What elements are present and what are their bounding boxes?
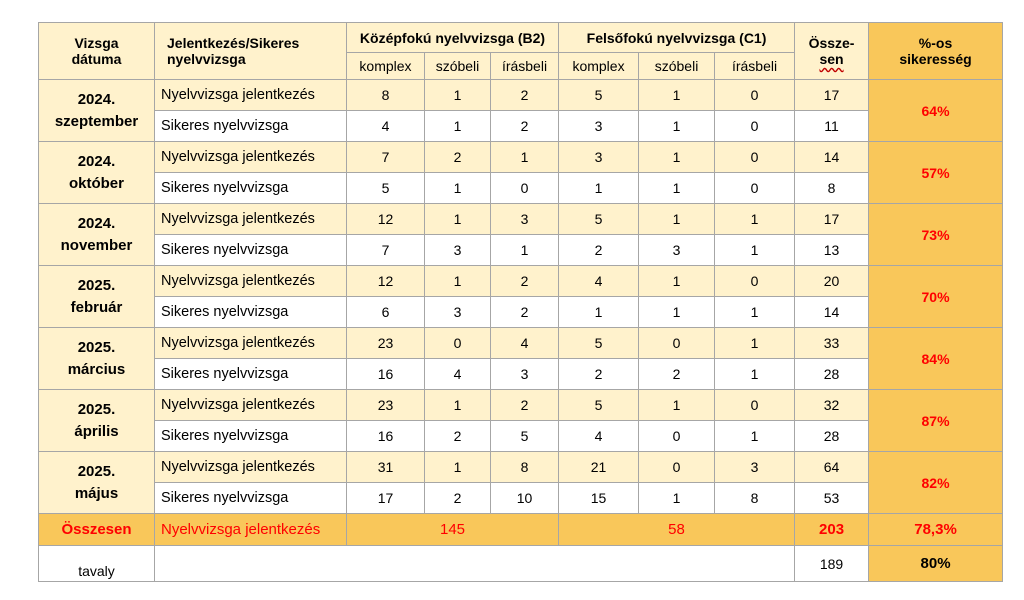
registration-value: 23	[347, 390, 425, 421]
registration-value: 3	[491, 204, 559, 235]
registration-value: 32	[795, 390, 869, 421]
totals-c1: 58	[559, 514, 795, 546]
success-row	[39, 235, 1003, 266]
success-value: 11	[795, 111, 869, 142]
success-value: 0	[491, 173, 559, 204]
success-value: 3	[491, 359, 559, 390]
registration-value: 0	[715, 266, 795, 297]
registration-value: 1	[639, 390, 715, 421]
last-year-pct: 80%	[869, 546, 1003, 582]
exam-month: szeptember	[54, 112, 139, 130]
success-value: 10	[491, 483, 559, 514]
success-value: 1	[425, 111, 491, 142]
registration-value: 8	[491, 452, 559, 483]
exam-year: 2024.	[77, 214, 116, 232]
success-label: Sikeres nyelvvizsga	[155, 421, 347, 452]
success-value: 6	[347, 297, 425, 328]
registration-label: Nyelvvizsga jelentkezés	[155, 142, 347, 173]
success-value: 1	[639, 297, 715, 328]
header-exam-date	[39, 23, 155, 80]
success-value: 7	[347, 235, 425, 266]
success-rate-cell: 70%	[869, 266, 1003, 328]
success-value: 1	[559, 173, 639, 204]
success-label: Sikeres nyelvvizsga	[155, 483, 347, 514]
success-rate-cell: 84%	[869, 328, 1003, 390]
exam-date-cell	[39, 142, 155, 204]
success-row	[39, 359, 1003, 390]
registration-value: 31	[347, 452, 425, 483]
registration-value: 2	[491, 390, 559, 421]
success-value: 5	[491, 421, 559, 452]
success-value: 2	[425, 483, 491, 514]
exam-date-cell	[39, 390, 155, 452]
success-value: 5	[347, 173, 425, 204]
success-value: 8	[715, 483, 795, 514]
subheader-c1-complex: komplex	[559, 53, 639, 80]
registration-value: 21	[559, 452, 639, 483]
success-value: 2	[491, 111, 559, 142]
header-c1-group: Felsőfokú nyelvvizsga (C1)	[559, 23, 795, 53]
registration-value: 2	[425, 142, 491, 173]
exam-results-table	[38, 22, 1003, 582]
header-registration-type	[155, 23, 347, 80]
header-exam-date-line1: Vizsga	[74, 35, 119, 51]
exam-year: 2025.	[77, 276, 116, 294]
success-value: 53	[795, 483, 869, 514]
registration-row	[39, 328, 1003, 359]
registration-label: Nyelvvizsga jelentkezés	[155, 80, 347, 111]
success-label: Sikeres nyelvvizsga	[155, 173, 347, 204]
exam-date-cell	[39, 204, 155, 266]
registration-value: 0	[715, 142, 795, 173]
success-value: 4	[559, 421, 639, 452]
exam-month: március	[67, 360, 126, 378]
registration-value: 5	[559, 80, 639, 111]
exam-month: október	[68, 174, 124, 192]
registration-value: 1	[425, 266, 491, 297]
registration-value: 64	[795, 452, 869, 483]
registration-label: Nyelvvizsga jelentkezés	[155, 328, 347, 359]
exam-month: november	[60, 236, 133, 254]
registration-value: 3	[559, 142, 639, 173]
registration-label: Nyelvvizsga jelentkezés	[155, 204, 347, 235]
success-value: 15	[559, 483, 639, 514]
header-type-line1: Jelentkezés/Sikeres	[167, 35, 300, 51]
totals-label: Összesen	[39, 514, 155, 546]
registration-value: 7	[347, 142, 425, 173]
exam-date-cell	[39, 328, 155, 390]
registration-label: Nyelvvizsga jelentkezés	[155, 266, 347, 297]
registration-value: 4	[559, 266, 639, 297]
success-row	[39, 173, 1003, 204]
registration-value: 17	[795, 80, 869, 111]
success-value: 8	[795, 173, 869, 204]
success-value: 1	[639, 111, 715, 142]
subheader-b2-complex: komplex	[347, 53, 425, 80]
registration-value: 0	[639, 452, 715, 483]
subheader-b2-oral: szóbeli	[425, 53, 491, 80]
exam-year: 2025.	[77, 338, 116, 356]
header-success-rate	[869, 23, 1003, 80]
header-total	[795, 23, 869, 80]
success-value: 1	[425, 173, 491, 204]
registration-value: 1	[639, 80, 715, 111]
exam-month: február	[70, 298, 123, 316]
exam-year: 2024.	[77, 90, 116, 108]
success-rate-cell: 87%	[869, 390, 1003, 452]
success-value: 3	[639, 235, 715, 266]
registration-row	[39, 390, 1003, 421]
success-value: 16	[347, 421, 425, 452]
success-value: 3	[425, 235, 491, 266]
registration-value: 0	[715, 80, 795, 111]
header-pct-line1: %-os	[918, 35, 953, 51]
success-row	[39, 297, 1003, 328]
registration-value: 2	[491, 80, 559, 111]
registration-value: 1	[639, 266, 715, 297]
success-value: 1	[559, 297, 639, 328]
success-row	[39, 483, 1003, 514]
registration-value: 3	[715, 452, 795, 483]
totals-b2: 145	[347, 514, 559, 546]
registration-label: Nyelvvizsga jelentkezés	[155, 452, 347, 483]
exam-year: 2024.	[77, 152, 116, 170]
success-value: 1	[639, 483, 715, 514]
success-value: 3	[559, 111, 639, 142]
success-rate-cell: 82%	[869, 452, 1003, 514]
registration-value: 5	[559, 390, 639, 421]
totals-sum: 203	[795, 514, 869, 546]
registration-value: 17	[795, 204, 869, 235]
registration-value: 1	[715, 328, 795, 359]
last-year-label: tavaly	[39, 546, 155, 582]
success-value: 1	[639, 173, 715, 204]
exam-month: április	[74, 422, 119, 440]
success-value: 0	[715, 173, 795, 204]
success-value: 13	[795, 235, 869, 266]
success-value: 2	[559, 235, 639, 266]
registration-value: 1	[425, 390, 491, 421]
header-pct-line2: sikeresség	[899, 51, 972, 67]
registration-row	[39, 266, 1003, 297]
registration-value: 8	[347, 80, 425, 111]
registration-value: 4	[491, 328, 559, 359]
success-label: Sikeres nyelvvizsga	[155, 111, 347, 142]
registration-value: 1	[715, 204, 795, 235]
totals-row	[39, 514, 1003, 546]
success-value: 4	[347, 111, 425, 142]
registration-row	[39, 204, 1003, 235]
registration-value: 2	[491, 266, 559, 297]
success-value: 1	[715, 297, 795, 328]
registration-value: 0	[639, 328, 715, 359]
success-value: 1	[715, 359, 795, 390]
registration-row	[39, 80, 1003, 111]
exam-month: május	[74, 484, 119, 502]
header-b2-group: Középfokú nyelvvizsga (B2)	[347, 23, 559, 53]
registration-value: 5	[559, 204, 639, 235]
exam-date-cell	[39, 266, 155, 328]
success-value: 0	[715, 111, 795, 142]
registration-label: Nyelvvizsga jelentkezés	[155, 390, 347, 421]
header-exam-date-line2: dátuma	[71, 51, 122, 67]
success-value: 0	[639, 421, 715, 452]
registration-value: 0	[715, 390, 795, 421]
success-value: 14	[795, 297, 869, 328]
registration-row	[39, 452, 1003, 483]
registration-value: 12	[347, 266, 425, 297]
registration-value: 20	[795, 266, 869, 297]
success-rate-cell: 64%	[869, 80, 1003, 142]
header-total-line1: Össze-	[808, 35, 855, 51]
exam-year: 2025.	[77, 462, 116, 480]
registration-value: 1	[491, 142, 559, 173]
registration-value: 0	[425, 328, 491, 359]
success-rate-cell: 57%	[869, 142, 1003, 204]
success-value: 2	[639, 359, 715, 390]
success-value: 28	[795, 421, 869, 452]
subheader-b2-written: írásbeli	[491, 53, 559, 80]
success-value: 2	[491, 297, 559, 328]
success-value: 4	[425, 359, 491, 390]
success-value: 3	[425, 297, 491, 328]
success-value: 2	[425, 421, 491, 452]
success-value: 17	[347, 483, 425, 514]
success-value: 28	[795, 359, 869, 390]
registration-value: 1	[425, 452, 491, 483]
registration-value: 1	[639, 142, 715, 173]
registration-value: 1	[639, 204, 715, 235]
exam-year: 2025.	[77, 400, 116, 418]
last-year-empty	[155, 546, 795, 582]
success-row	[39, 421, 1003, 452]
header-type-line2: nyelvvizsga	[167, 51, 246, 67]
registration-value: 5	[559, 328, 639, 359]
success-value: 1	[715, 235, 795, 266]
subheader-c1-oral: szóbeli	[639, 53, 715, 80]
registration-row	[39, 142, 1003, 173]
subheader-c1-written: írásbeli	[715, 53, 795, 80]
totals-type: Nyelvvizsga jelentkezés	[155, 514, 347, 546]
registration-value: 1	[425, 204, 491, 235]
success-label: Sikeres nyelvvizsga	[155, 297, 347, 328]
success-value: 2	[559, 359, 639, 390]
registration-value: 33	[795, 328, 869, 359]
header-total-line2: sen	[819, 51, 844, 67]
registration-value: 12	[347, 204, 425, 235]
success-rate-cell: 73%	[869, 204, 1003, 266]
registration-value: 1	[425, 80, 491, 111]
success-label: Sikeres nyelvvizsga	[155, 359, 347, 390]
success-row	[39, 111, 1003, 142]
exam-date-cell	[39, 80, 155, 142]
totals-pct: 78,3%	[869, 514, 1003, 546]
success-value: 1	[491, 235, 559, 266]
registration-value: 23	[347, 328, 425, 359]
success-value: 1	[715, 421, 795, 452]
success-value: 16	[347, 359, 425, 390]
last-year-total: 189	[795, 546, 869, 582]
exam-date-cell	[39, 452, 155, 514]
last-year-row	[39, 546, 1003, 582]
registration-value: 14	[795, 142, 869, 173]
table-body	[39, 80, 1003, 514]
success-label: Sikeres nyelvvizsga	[155, 235, 347, 266]
